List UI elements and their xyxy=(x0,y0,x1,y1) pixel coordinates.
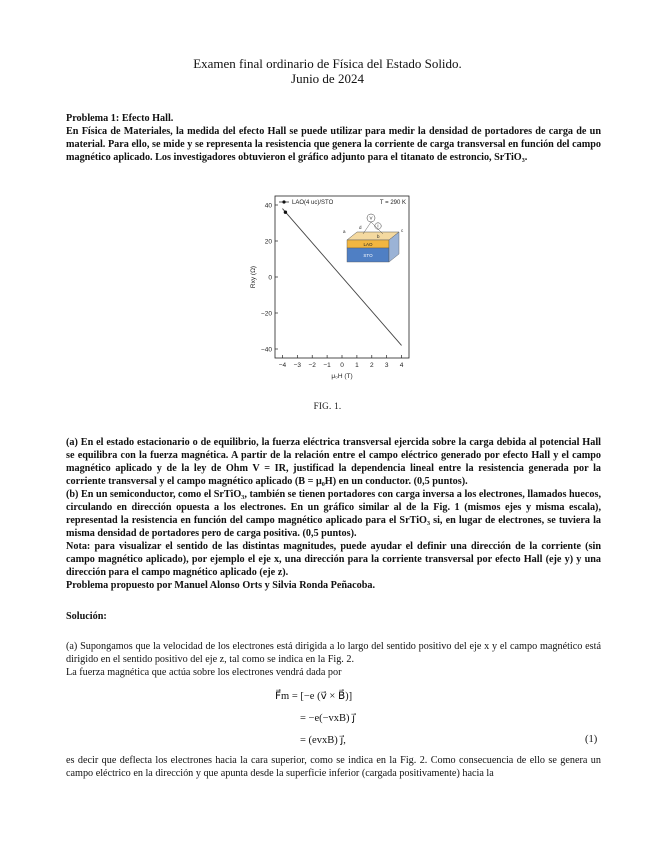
solution-para1: (a) Supongamos que la velocidad de los electrones está dirigida a lo largo del sentido positivo del eje x y el campo magnético está dirigido en el sentido positivo del eje z, tal como se indica en la Fig. 2. xyxy=(66,641,601,665)
x-tick-label: −2 xyxy=(308,362,316,369)
problem-heading: Problema 1: Efecto Hall. xyxy=(66,113,174,124)
series-line xyxy=(282,209,401,346)
equation-line-3: = (evxB) j⃗, xyxy=(300,735,346,746)
equation-line-1: F⃗m = [−e (v⃗ × B⃗)] xyxy=(275,691,353,702)
hall-chart xyxy=(245,190,415,395)
authors: Problema propuesto por Manuel Alonso Orts y Silvia Ronda Peñacoba. xyxy=(66,580,376,591)
inset-label: I xyxy=(377,223,379,229)
solution-para3: es decir que deflecta los electrones hacia la cara superior, como se indica en la Fig. 2. Como consecuencia de ello se genera un campo eléctrico en la dirección y que apunta desde la superficie inferior (cargada positivamente) hacia la xyxy=(66,755,601,779)
inset-label: b xyxy=(377,234,380,239)
exam-title: Examen final ordinario de Física del Estado Solido. xyxy=(193,56,462,71)
figure-caption: FIG. 1. xyxy=(313,401,342,411)
x-tick-label: 1 xyxy=(355,362,359,369)
inset-label: c xyxy=(401,228,404,233)
note: Nota: para visualizar el sentido de las distintas magnitudes, puede ayudar el definir una dirección de la corriente (sin campo magnético aplicado), por ejemplo el eje x, una dirección para la corriente transversal por efecto Hall (eje y) y una dirección para el campo magnético aplicado (eje z). xyxy=(66,541,601,578)
problem-statement xyxy=(66,112,601,164)
temperature-label: T = 290 K xyxy=(379,200,406,206)
solution-para2: La fuerza magnética que actúa sobre los electrones vendrá dada por xyxy=(66,667,342,678)
exam-date: Junio de 2024 xyxy=(291,71,364,86)
x-tick-label: 0 xyxy=(340,362,344,369)
equation-number: (1) xyxy=(585,734,598,745)
equation-line-2: = −e(−vxB) j⃗ xyxy=(300,713,356,724)
inset-label: LAO xyxy=(363,242,373,247)
x-tick-label: 4 xyxy=(399,362,404,369)
y-tick-label: −20 xyxy=(260,310,272,318)
legend-label: LAO(4 uc)/STO xyxy=(292,200,334,206)
x-tick-label: 3 xyxy=(384,362,389,369)
x-tick-label: −4 xyxy=(278,362,287,369)
solution-heading: Solución: xyxy=(66,611,107,622)
inset-label: d xyxy=(359,225,362,230)
y-tick-label: −40 xyxy=(260,346,272,354)
y-tick-label: 40 xyxy=(264,202,272,210)
x-tick-label: −3 xyxy=(293,362,302,369)
inset-label: STO xyxy=(363,253,373,258)
solution-body xyxy=(66,640,601,679)
x-tick-label: 2 xyxy=(369,362,374,369)
y-axis-label: Rxy (Ω) xyxy=(250,265,257,289)
data-marker xyxy=(284,211,287,214)
y-tick-label: 0 xyxy=(268,274,272,282)
inset-label: V xyxy=(369,215,373,221)
legend-marker xyxy=(282,200,285,203)
part-a: (a) En el estado estacionario o de equilibrio, la fuerza eléctrica transversal ejercida sobre la carga debida al potencial Hall se equilibra con la fuerza magnética. A partir de la relación entre el campo eléctrico generado por efecto Hall y el campo magnético aplicado y de la ley de Ohm V = IR, justificad la dependencia lineal entre la resistencia generada por la corriente transversal y el campo magnético aplicado (B = μ₀H) en un conductor. (0,5 puntos). xyxy=(66,437,601,487)
problem-intro: En Física de Materiales, la medida del efecto Hall se puede utilizar para medir la densidad de portadores de carga de un material. Para ello, se mide y se representa la resistencia que genera la corriente de carga transversal en función del campo magnético aplicado. Los investigadores obtuvieron el gráfico adjunto para el titanato de estroncio, SrTiO₃. xyxy=(66,126,601,163)
y-tick-label: 20 xyxy=(264,238,272,246)
x-tick-label: −1 xyxy=(323,362,331,369)
part-b: (b) En un semiconductor, como el SrTiO₃, también se tienen portadores con carga inversa a los electrones, llamados huecos, circulando en dirección opuesta a los electrones. En un gráfico similar al de la Fig. 1 (mismos ejes y misma escala), representad la resistencia en función del campo magnético aplicado para el SrTiO₃ si, en lugar de electrones, se tuviera la misma densidad de portadores pero de carga positiva. (0,5 puntos). xyxy=(66,489,601,539)
inset-label: a xyxy=(343,229,346,234)
x-axis-label: μ₀H (T) xyxy=(331,373,353,380)
questions xyxy=(66,436,601,592)
